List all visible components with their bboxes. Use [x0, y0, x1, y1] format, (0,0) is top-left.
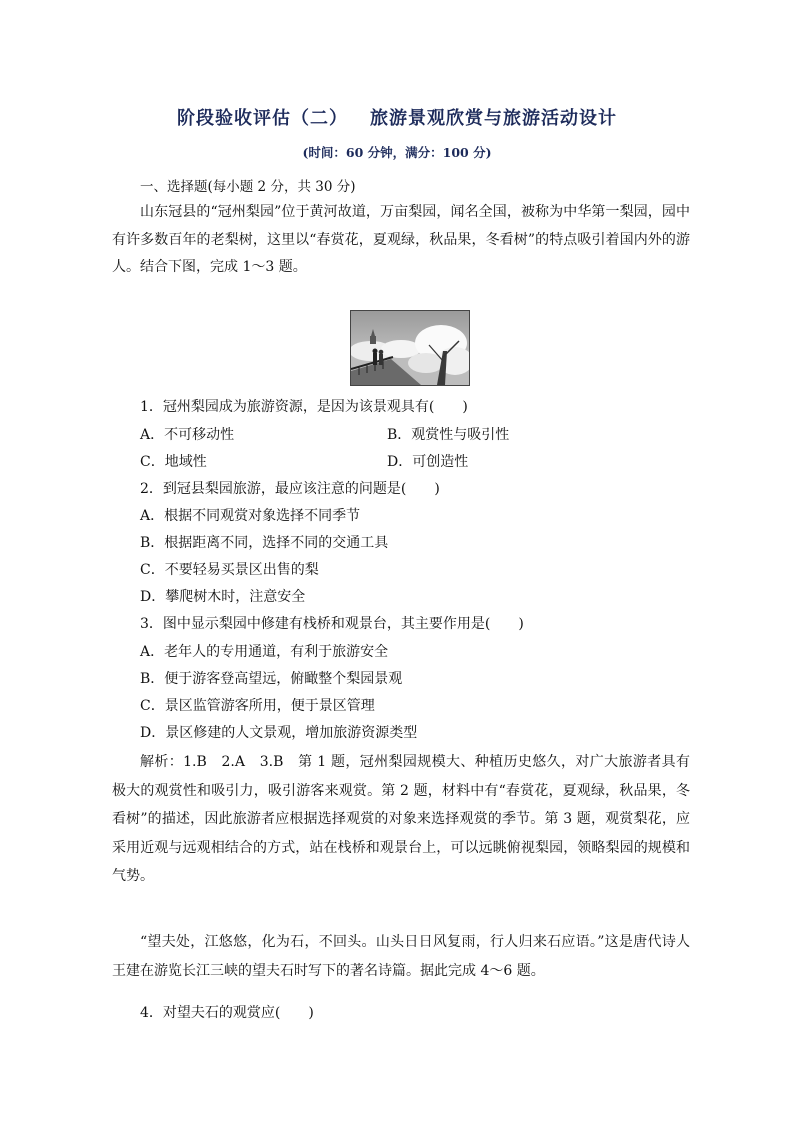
question-3-option-a: A．老年人的专用通道，有利于旅游安全 — [140, 644, 389, 660]
question-3-option-d: D．景区修建的人文景观，增加旅游资源类型 — [140, 725, 418, 741]
question-3-option-c: C．景区监管游客所用，便于景区管理 — [140, 698, 375, 714]
question-1-stem: 1．冠州梨园成为旅游资源，是因为该景观具有( ) — [140, 399, 468, 415]
question-2-option-b: B．根据距离不同，选择不同的交通工具 — [140, 535, 389, 551]
question-1-option-b: B．观赏性与吸引性 — [387, 427, 510, 443]
time-and-score: (时间：60 分钟，满分：100 分) — [302, 145, 492, 160]
question-1-option-d: D．可创造性 — [387, 454, 469, 470]
question-2-option-a: A．根据不同观赏对象选择不同季节 — [140, 508, 361, 524]
title-right: 旅游景观欣赏与旅游活动设计 — [370, 108, 617, 129]
question-1-option-a: A．不可移动性 — [140, 427, 235, 443]
pear-orchard-photo — [350, 310, 470, 386]
question-1-option-c: C．地域性 — [140, 454, 207, 470]
question-2-stem: 2．到冠县梨园旅游，最应该注意的问题是( ) — [140, 481, 440, 497]
title-left: 阶段验收评估（二） — [177, 108, 348, 129]
page-title — [0, 104, 794, 130]
intro-paragraph: 山东冠县的“冠州梨园”位于黄河故道，万亩梨园，闻名全国，被称为中华第一梨园，园中有许多数百年的老梨树，这里以“春赏花，夏观绿，秋品果，冬看树”的特点吸引着国内外的游人。结合下图，完成 1～3 题。 — [112, 204, 690, 275]
question-3-option-b: B．便于游客登高望远，俯瞰整个梨园景观 — [140, 671, 403, 687]
analysis-paragraph: 解析：1.B 2.A 3.B 第 1 题，冠州梨园规模大、种植历史悠久，对广大旅游者具有极大的观赏性和吸引力，吸引游客来观赏。第 2 题，材料中有“春赏花，夏观绿，秋品果，冬看树”的描述，因此旅游者应根据选择观赏的对象来选择观赏的季节。第 3 题，观赏梨花，应采用近观与远观相结合的方式，站在栈桥和观景台上，可以远眺俯视梨园，领略梨园的规模和气势。 — [112, 754, 690, 884]
question-2-option-c: C．不要轻易买景区出售的梨 — [140, 562, 319, 578]
pear-orchard-image — [351, 311, 469, 385]
question-2-option-d: D．攀爬树木时，注意安全 — [140, 589, 306, 605]
question-4-stem: 4．对望夫石的观赏应( ) — [140, 1005, 314, 1021]
section-heading-choice: 一、选择题(每小题 2 分，共 30 分) — [140, 179, 356, 195]
question-3-stem: 3．图中显示梨园中修建有栈桥和观景台，其主要作用是( ) — [140, 616, 524, 632]
poem-paragraph: “望夫处，江悠悠，化为石，不回头。山头日日风复雨，行人归来石应语。”这是唐代诗人王建在游览长江三峡的望夫石时写下的著名诗篇。据此完成 4～6 题。 — [112, 934, 690, 979]
